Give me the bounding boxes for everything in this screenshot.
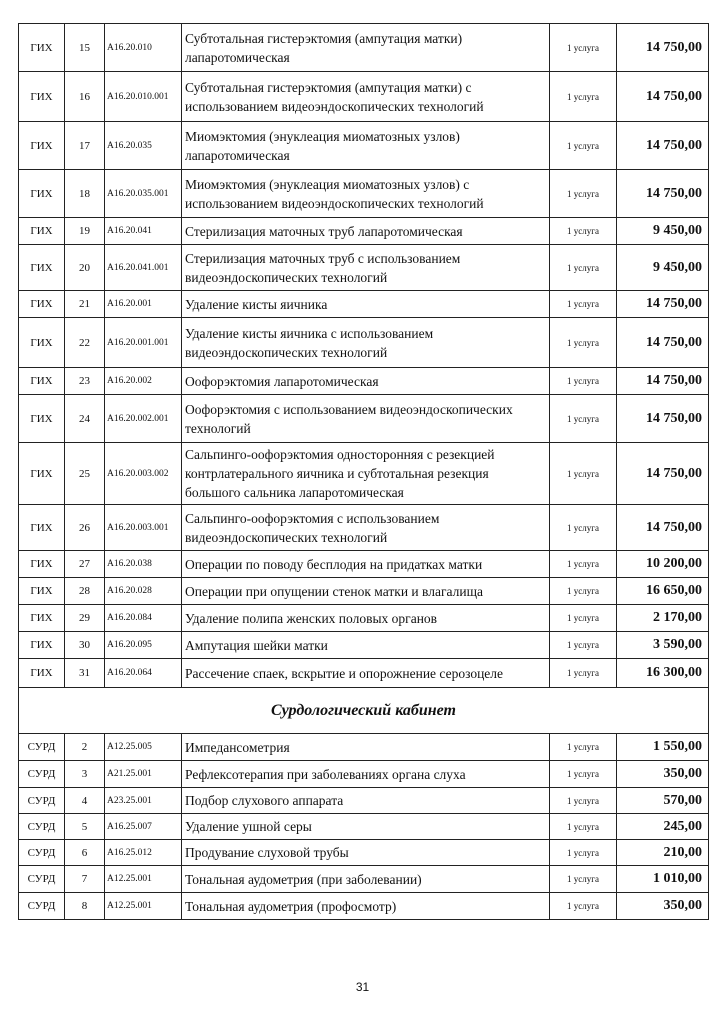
department-cell: СУРД <box>19 866 65 893</box>
price-cell: 2 170,00 <box>617 605 709 632</box>
service-code-cell: А16.20.064 <box>105 659 182 688</box>
page-number: 31 <box>355 980 370 994</box>
table-row <box>19 291 709 318</box>
price-cell: 1 550,00 <box>617 734 709 761</box>
service-code-cell: А16.20.035.001 <box>105 170 182 218</box>
price-cell: 10 200,00 <box>617 551 709 578</box>
unit-cell: 1 услуга <box>550 218 617 245</box>
service-code-cell: А16.20.010 <box>105 24 182 72</box>
unit-cell: 1 услуга <box>550 551 617 578</box>
service-name-cell: Подбор слухового аппарата <box>182 788 550 814</box>
price-cell: 570,00 <box>617 788 709 814</box>
service-code-cell: А16.20.001.001 <box>105 318 182 368</box>
department-cell: ГИХ <box>19 443 65 505</box>
service-name-cell: Продувание слуховой трубы <box>182 840 550 866</box>
unit-cell: 1 услуга <box>550 605 617 632</box>
service-name-cell: Субтотальная гистерэктомия (ампутация матки) лапаротомическая <box>182 24 550 72</box>
service-name-cell: Удаление ушной серы <box>182 814 550 840</box>
service-name-cell: Стерилизация маточных труб лапаротомическая <box>182 218 550 245</box>
unit-cell: 1 услуга <box>550 761 617 788</box>
department-cell: ГИХ <box>19 122 65 170</box>
row-number-cell: 28 <box>65 578 105 605</box>
department-cell: ГИХ <box>19 368 65 395</box>
price-cell: 210,00 <box>617 840 709 866</box>
table-row <box>19 814 709 840</box>
service-code-cell: А16.20.003.002 <box>105 443 182 505</box>
department-cell: ГИХ <box>19 551 65 578</box>
unit-cell: 1 услуга <box>550 170 617 218</box>
department-cell: СУРД <box>19 840 65 866</box>
service-name-cell: Сальпинго-оофорэктомия односторонняя с резекцией контрлатерального яичника и субтотальная резекция большого сальника лапаротомическая <box>182 443 550 505</box>
service-name-cell: Миомэктомия (энуклеация миоматозных узлов) с использованием видеоэндоскопических технологий <box>182 170 550 218</box>
price-cell: 350,00 <box>617 893 709 920</box>
unit-cell: 1 услуга <box>550 893 617 920</box>
row-number-cell: 21 <box>65 291 105 318</box>
row-number-cell: 17 <box>65 122 105 170</box>
unit-cell: 1 услуга <box>550 122 617 170</box>
service-code-cell: А16.20.028 <box>105 578 182 605</box>
service-code-cell: А12.25.001 <box>105 866 182 893</box>
table-row <box>19 395 709 443</box>
department-cell: ГИХ <box>19 291 65 318</box>
price-table <box>18 23 709 920</box>
table-row <box>19 893 709 920</box>
price-cell: 9 450,00 <box>617 245 709 291</box>
row-number-cell: 29 <box>65 605 105 632</box>
row-number-cell: 15 <box>65 24 105 72</box>
service-code-cell: А16.20.084 <box>105 605 182 632</box>
table-row <box>19 551 709 578</box>
table-row <box>19 505 709 551</box>
table-row <box>19 122 709 170</box>
unit-cell: 1 услуга <box>550 578 617 605</box>
row-number-cell: 8 <box>65 893 105 920</box>
table-row <box>19 245 709 291</box>
gynecology-rows <box>19 24 709 688</box>
department-cell: ГИХ <box>19 170 65 218</box>
department-cell: ГИХ <box>19 632 65 659</box>
table-row <box>19 443 709 505</box>
department-cell: ГИХ <box>19 318 65 368</box>
price-cell: 16 650,00 <box>617 578 709 605</box>
service-code-cell: А21.25.001 <box>105 761 182 788</box>
department-cell: СУРД <box>19 761 65 788</box>
service-code-cell: А12.25.001 <box>105 893 182 920</box>
row-number-cell: 31 <box>65 659 105 688</box>
section-header <box>19 688 709 734</box>
surdology-rows <box>19 734 709 920</box>
service-name-cell: Стерилизация маточных труб с использованием видеоэндоскопических технологий <box>182 245 550 291</box>
price-cell: 14 750,00 <box>617 122 709 170</box>
table-row <box>19 170 709 218</box>
row-number-cell: 4 <box>65 788 105 814</box>
row-number-cell: 25 <box>65 443 105 505</box>
price-cell: 14 750,00 <box>617 72 709 122</box>
table-row <box>19 318 709 368</box>
price-cell: 1 010,00 <box>617 866 709 893</box>
price-cell: 245,00 <box>617 814 709 840</box>
service-code-cell: А12.25.005 <box>105 734 182 761</box>
service-name-cell: Удаление кисты яичника с использованием видеоэндоскопических технологий <box>182 318 550 368</box>
row-number-cell: 7 <box>65 866 105 893</box>
service-code-cell: А16.25.012 <box>105 840 182 866</box>
table-row <box>19 761 709 788</box>
service-code-cell: А16.20.010.001 <box>105 72 182 122</box>
row-number-cell: 26 <box>65 505 105 551</box>
unit-cell: 1 услуга <box>550 734 617 761</box>
service-name-cell: Операции по поводу бесплодия на придатках матки <box>182 551 550 578</box>
department-cell: СУРД <box>19 893 65 920</box>
price-cell: 14 750,00 <box>617 291 709 318</box>
department-cell: СУРД <box>19 814 65 840</box>
row-number-cell: 18 <box>65 170 105 218</box>
department-cell: ГИХ <box>19 659 65 688</box>
price-cell: 16 300,00 <box>617 659 709 688</box>
row-number-cell: 27 <box>65 551 105 578</box>
service-name-cell: Рассечение спаек, вскрытие и опорожнение серозоцеле <box>182 659 550 688</box>
row-number-cell: 30 <box>65 632 105 659</box>
row-number-cell: 20 <box>65 245 105 291</box>
unit-cell: 1 услуга <box>550 368 617 395</box>
service-name-cell: Ампутация шейки матки <box>182 632 550 659</box>
price-cell: 14 750,00 <box>617 505 709 551</box>
service-code-cell: А16.20.001 <box>105 291 182 318</box>
service-code-cell: А16.20.002 <box>105 368 182 395</box>
department-cell: СУРД <box>19 734 65 761</box>
service-name-cell: Удаление кисты яичника <box>182 291 550 318</box>
table-row <box>19 788 709 814</box>
row-number-cell: 23 <box>65 368 105 395</box>
row-number-cell: 3 <box>65 761 105 788</box>
unit-cell: 1 услуга <box>550 72 617 122</box>
service-name-cell: Сальпинго-оофорэктомия с использованием видеоэндоскопических технологий <box>182 505 550 551</box>
unit-cell: 1 услуга <box>550 632 617 659</box>
unit-cell: 1 услуга <box>550 814 617 840</box>
department-cell: СУРД <box>19 788 65 814</box>
unit-cell: 1 услуга <box>550 291 617 318</box>
price-cell: 14 750,00 <box>617 368 709 395</box>
price-cell: 9 450,00 <box>617 218 709 245</box>
price-cell: 350,00 <box>617 761 709 788</box>
unit-cell: 1 услуга <box>550 395 617 443</box>
row-number-cell: 16 <box>65 72 105 122</box>
price-cell: 14 750,00 <box>617 395 709 443</box>
service-code-cell: А23.25.001 <box>105 788 182 814</box>
unit-cell: 1 услуга <box>550 24 617 72</box>
unit-cell: 1 услуга <box>550 443 617 505</box>
service-code-cell: А16.20.095 <box>105 632 182 659</box>
table-row <box>19 605 709 632</box>
department-cell: ГИХ <box>19 605 65 632</box>
service-name-cell: Оофорэктомия с использованием видеоэндоскопических технологий <box>182 395 550 443</box>
department-cell: ГИХ <box>19 505 65 551</box>
unit-cell: 1 услуга <box>550 245 617 291</box>
price-cell: 14 750,00 <box>617 318 709 368</box>
row-number-cell: 6 <box>65 840 105 866</box>
table-row <box>19 368 709 395</box>
table-row <box>19 866 709 893</box>
table-row <box>19 218 709 245</box>
price-cell: 14 750,00 <box>617 443 709 505</box>
service-name-cell: Субтотальная гистерэктомия (ампутация матки) с использованием видеоэндоскопических технологий <box>182 72 550 122</box>
department-cell: ГИХ <box>19 72 65 122</box>
unit-cell: 1 услуга <box>550 505 617 551</box>
department-cell: ГИХ <box>19 24 65 72</box>
table-row <box>19 578 709 605</box>
section-title: Сурдологический кабинет <box>19 688 709 734</box>
department-cell: ГИХ <box>19 245 65 291</box>
price-cell: 3 590,00 <box>617 632 709 659</box>
service-code-cell: А16.20.041.001 <box>105 245 182 291</box>
unit-cell: 1 услуга <box>550 318 617 368</box>
service-code-cell: А16.20.035 <box>105 122 182 170</box>
table-row <box>19 632 709 659</box>
service-name-cell: Удаление полипа женских половых органов <box>182 605 550 632</box>
department-cell: ГИХ <box>19 218 65 245</box>
price-cell: 14 750,00 <box>617 24 709 72</box>
row-number-cell: 24 <box>65 395 105 443</box>
table-row <box>19 734 709 761</box>
unit-cell: 1 услуга <box>550 840 617 866</box>
table-row <box>19 72 709 122</box>
row-number-cell: 19 <box>65 218 105 245</box>
row-number-cell: 5 <box>65 814 105 840</box>
service-code-cell: А16.25.007 <box>105 814 182 840</box>
service-code-cell: А16.20.002.001 <box>105 395 182 443</box>
price-cell: 14 750,00 <box>617 170 709 218</box>
service-name-cell: Рефлексотерапия при заболеваниях органа слуха <box>182 761 550 788</box>
table-row <box>19 840 709 866</box>
service-code-cell: А16.20.038 <box>105 551 182 578</box>
unit-cell: 1 услуга <box>550 866 617 893</box>
row-number-cell: 22 <box>65 318 105 368</box>
department-cell: ГИХ <box>19 578 65 605</box>
service-name-cell: Тональная аудометрия (при заболевании) <box>182 866 550 893</box>
service-code-cell: А16.20.041 <box>105 218 182 245</box>
table-row <box>19 24 709 72</box>
service-name-cell: Оофорэктомия лапаротомическая <box>182 368 550 395</box>
row-number-cell: 2 <box>65 734 105 761</box>
service-name-cell: Операции при опущении стенок матки и влагалища <box>182 578 550 605</box>
service-name-cell: Импедансометрия <box>182 734 550 761</box>
department-cell: ГИХ <box>19 395 65 443</box>
unit-cell: 1 услуга <box>550 659 617 688</box>
service-name-cell: Миомэктомия (энуклеация миоматозных узлов) лапаротомическая <box>182 122 550 170</box>
unit-cell: 1 услуга <box>550 788 617 814</box>
service-name-cell: Тональная аудометрия (профосмотр) <box>182 893 550 920</box>
table-row <box>19 659 709 688</box>
service-code-cell: А16.20.003.001 <box>105 505 182 551</box>
